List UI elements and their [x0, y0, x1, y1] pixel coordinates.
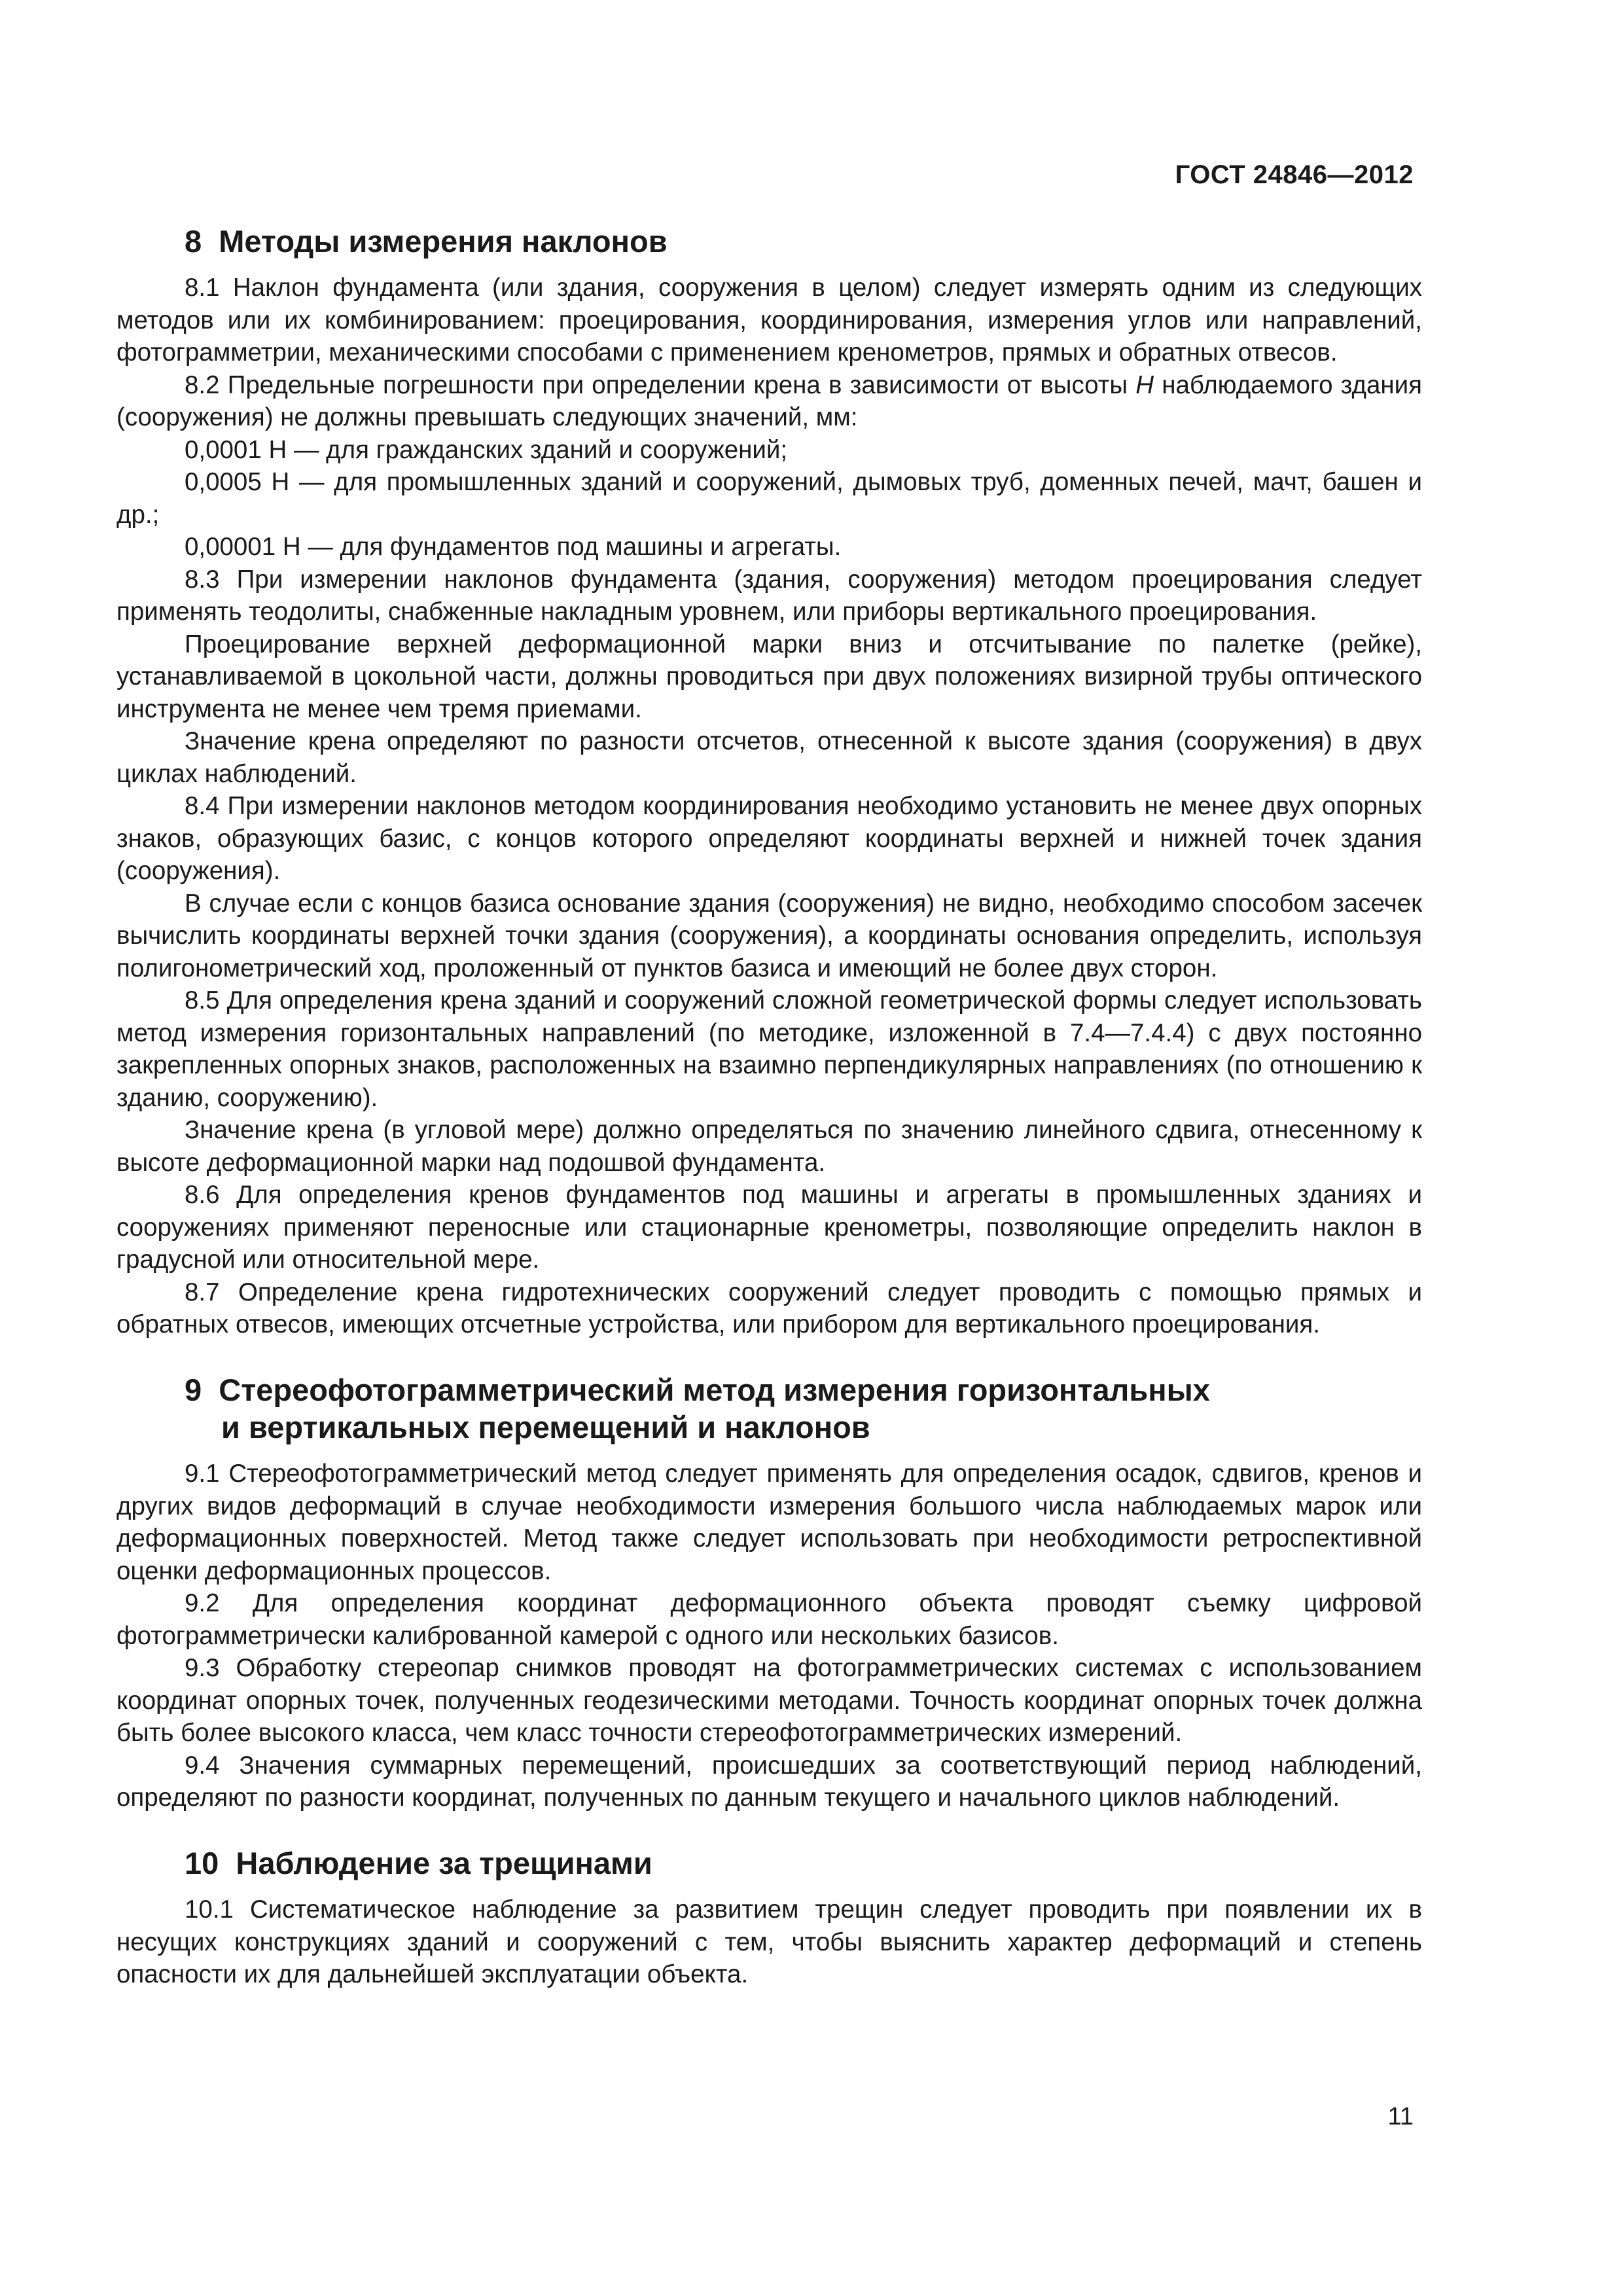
section-9-heading — [116, 1371, 1422, 1446]
section-title: Наблюдение за трещинами — [236, 1845, 652, 1880]
document-code-header: ГОСТ 24846—2012 — [1175, 160, 1414, 189]
tolerance-item-industrial: 0,0005 Н — для промышленных зданий и сооружений, дымовых труб, доменных печей, мачт, башен и др.; — [116, 468, 1422, 529]
paragraph-9-1: 9.1 Стереофотограмметрический метод следует применять для определения осадок, сдвигов, кренов и других видов деформаций в случае необходимости измерения большого числа наблюдаемых марок или деформационных поверхностей. Метод также следует использовать при необходимости ретроспективной оценки деформационных процессов. — [116, 1460, 1422, 1585]
section-title-line2: и вертикальных перемещений и наклонов — [221, 1410, 870, 1445]
section-spacer — [116, 1814, 1422, 1844]
page-number: 11 — [1387, 2103, 1414, 2130]
section-10-heading — [116, 1844, 1422, 1882]
paragraph-8-7: 8.7 Определение крена гидротехнических сооружений следует проводить с помощью прямых и обратных отвесов, имеющих отсчетные устройства, или прибором для вертикального проецирования. — [116, 1278, 1422, 1339]
section-8-heading — [116, 223, 1422, 260]
paragraph-8-1: 8.1 Наклон фундамента (или здания, сооружения в целом) следует измерять одним из следующих методов или их комбинированием: проецирования, координирования, измерения углов или направлений, фотограмметрии, механическими способами с применением кренометров, прямых и обратных отвесов. — [116, 274, 1422, 367]
section-number: 8 — [185, 224, 202, 259]
paragraph-8-3-projection: Проецирование верхней деформационной марки вниз и отсчитывание по палетке (рейке), устанавливаемой в цокольной части, должны проводиться при двух положениях визирной трубы оптического инструмента не менее чем тремя приемами. — [116, 630, 1422, 723]
paragraph-8-4-case: В случае если с концов базиса основание здания (сооружения) не видно, необходимо способом засечек вычислить координаты верхней точки здания (сооружения), а координаты основания определить, используя полигонометрический ход, проложенный от пунктов базиса и имеющий не более двух сторон. — [116, 889, 1422, 982]
paragraph-8-5: 8.5 Для определения крена зданий и сооружений сложной геометрической формы следует использовать метод измерения горизонтальных направлений (по методике, изложенной в 7.4—7.4.4) с двух постоянно закрепленных опорных знаков, расположенных на взаимно перпендикулярных направлениях (по отношению к зданию, сооружению). — [116, 986, 1422, 1112]
paragraph-8-6: 8.6 Для определения кренов фундаментов под машины и агрегаты в промышленных зданиях и сооружениях применяют переносные или стационарные кренометры, позволяющие определить наклон в градусной или относительной мере. — [116, 1181, 1422, 1274]
page-content — [116, 223, 1422, 1991]
paragraph-9-4: 9.4 Значения суммарных перемещений, происшедших за соответствующий период наблюдений, определяют по разности координат, полученных по данным текущего и начального циклов наблюдений. — [116, 1751, 1422, 1812]
paragraph-8-3-value: Значение крена определяют по разности отсчетов, отнесенной к высоте здания (сооружения) в двух циклах наблюдений. — [116, 727, 1422, 788]
section-number: 9 — [185, 1372, 202, 1407]
section-number: 10 — [185, 1845, 219, 1880]
tolerance-item-machines: 0,00001 Н — для фундаментов под машины и агрегаты. — [185, 533, 842, 562]
tolerance-item-civil: 0,0001 Н — для гражданских зданий и сооружений; — [185, 435, 788, 464]
paragraph-10-1: 10.1 Систематическое наблюдение за развитием трещин следует проводить при появлении их в несущих конструкциях зданий и сооружений с тем, чтобы выяснить характер деформаций и степень опасности их для дальнейшей эксплуатации объекта. — [116, 1895, 1422, 1989]
section-title: Методы измерения наклонов — [219, 224, 668, 259]
paragraph-8-2-text: 8.2 Предельные погрешности при определении крена в зависимости от высоты — [185, 370, 1136, 399]
paragraph-8-4: 8.4 При измерении наклонов методом координирования необходимо установить не менее двух опорных знаков, образующих базис, с концов которого определяют координаты верхней и нижней точек здания (сооружения). — [116, 792, 1422, 886]
paragraph-8-2-text-end: наблюдаемого здания (сооружения) не должны превышать следующих значений, мм: — [116, 370, 1422, 432]
paragraph-8-5-value: Значение крена (в угловой мере) должно определяться по значению линейного сдвига, отнесенному к высоте деформационной марки над подошвой фундамента. — [116, 1116, 1422, 1177]
section-spacer — [116, 1341, 1422, 1371]
paragraph-9-2: 9.2 Для определения координат деформационного объекта проводят съемку цифровой фотограмметрически калиброванной камерой с одного или нескольких базисов. — [116, 1589, 1422, 1650]
paragraph-9-3: 9.3 Обработку стереопар снимков проводят на фотограмметрических системах с использованием координат опорных точек, полученных геодезическими методами. Точность координат опорных точек должна быть более высокого класса, чем класс точности стереофотограмметрических измерений. — [116, 1654, 1422, 1748]
variable-h: Н — [1135, 370, 1154, 399]
paragraph-8-2 — [116, 369, 1422, 434]
paragraph-8-3: 8.3 При измерении наклонов фундамента (здания, сооружения) методом проецирования следует применять теодолиты, снабженные накладным уровнем, или приборы вертикального проецирования. — [116, 565, 1422, 626]
section-title-line1: Стереофотограмметрический метод измерения горизонтальных — [219, 1372, 1210, 1407]
